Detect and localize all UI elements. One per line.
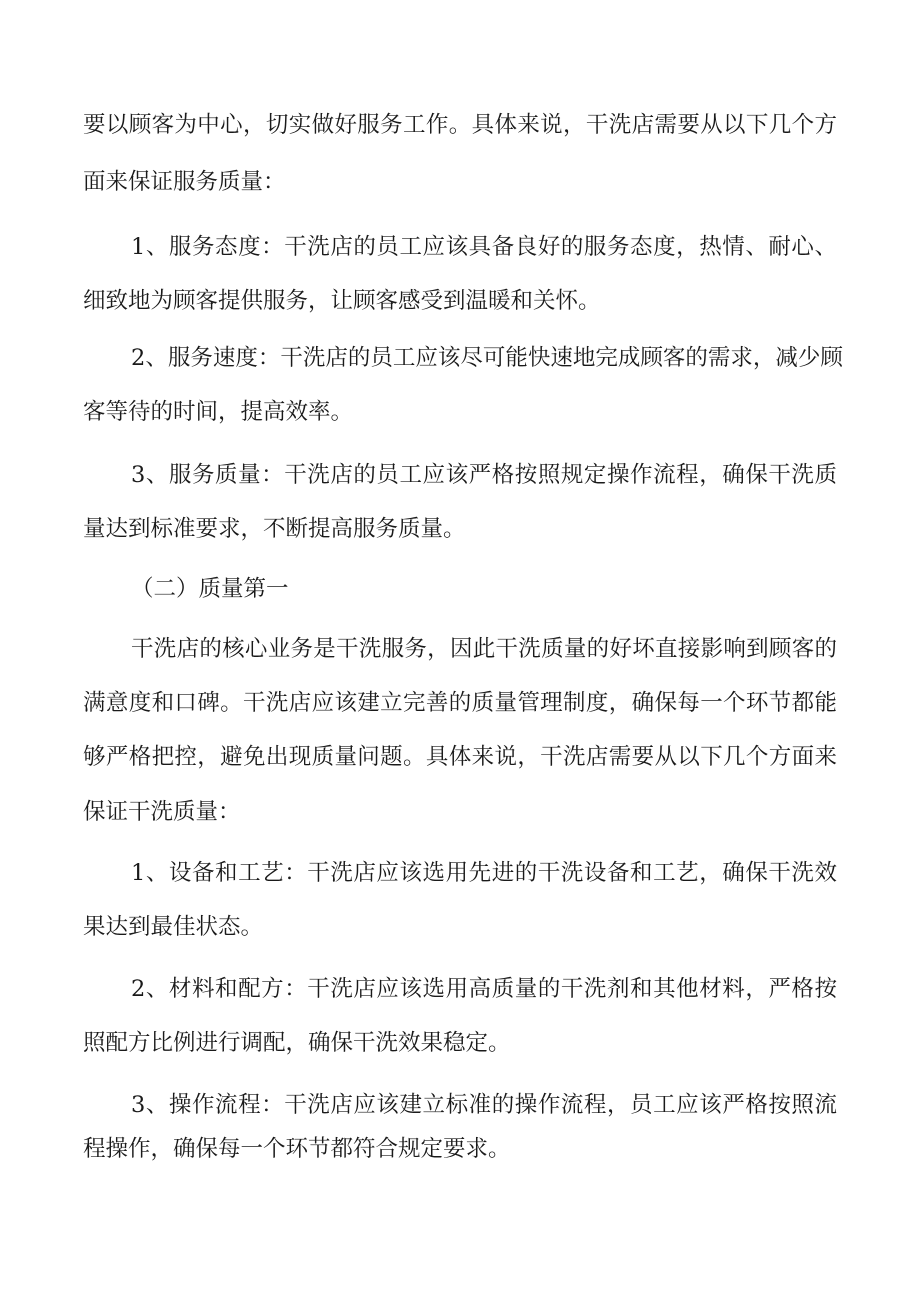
paragraph-line: 要以顾客为中心，切实做好服务工作。具体来说，干洗店需要从以下几个方 bbox=[83, 112, 837, 138]
list-item-line: 量达到标准要求，不断提高服务质量。 bbox=[83, 516, 466, 542]
list-item-line: 程操作，确保每一个环节都符合规定要求。 bbox=[83, 1136, 511, 1162]
paragraph-line: 够严格把控，避免出现质量问题。具体来说，干洗店需要从以下几个方面来 bbox=[83, 744, 837, 770]
list-item-line: 细致地为顾客提供服务，让顾客感受到温暖和关怀。 bbox=[83, 288, 601, 314]
list-item-line: 1、设备和工艺：干洗店应该选用先进的干洗设备和工艺，确保干洗效 bbox=[131, 860, 837, 886]
list-item-line: 1、服务态度：干洗店的员工应该具备良好的服务态度，热情、耐心、 bbox=[131, 234, 837, 260]
paragraph-line: 面来保证服务质量： bbox=[83, 169, 286, 195]
paragraph-line: 满意度和口碑。干洗店应该建立完善的质量管理制度，确保每一个环节都能 bbox=[83, 690, 837, 716]
list-item-line: 2、服务速度：干洗店的员工应该尽可能快速地完成顾客的需求，减少顾 bbox=[131, 345, 843, 371]
section-heading: （二）质量第一 bbox=[131, 576, 289, 602]
paragraph-line: 保证干洗质量： bbox=[83, 799, 241, 825]
list-item-line: 2、材料和配方：干洗店应该选用高质量的干洗剂和其他材料，严格按 bbox=[131, 976, 837, 1002]
list-item-line: 客等待的时间，提高效率。 bbox=[83, 399, 354, 425]
list-item-line: 3、服务质量：干洗店的员工应该严格按照规定操作流程，确保干洗质 bbox=[131, 462, 837, 488]
list-item-line: 照配方比例进行调配，确保干洗效果稳定。 bbox=[83, 1030, 511, 1056]
list-item-line: 果达到最佳状态。 bbox=[83, 914, 264, 940]
paragraph-line: 干洗店的核心业务是干洗服务，因此干洗质量的好坏直接影响到顾客的 bbox=[131, 636, 837, 662]
list-item-line: 3、操作流程：干洗店应该建立标准的操作流程，员工应该严格按照流 bbox=[131, 1092, 837, 1118]
